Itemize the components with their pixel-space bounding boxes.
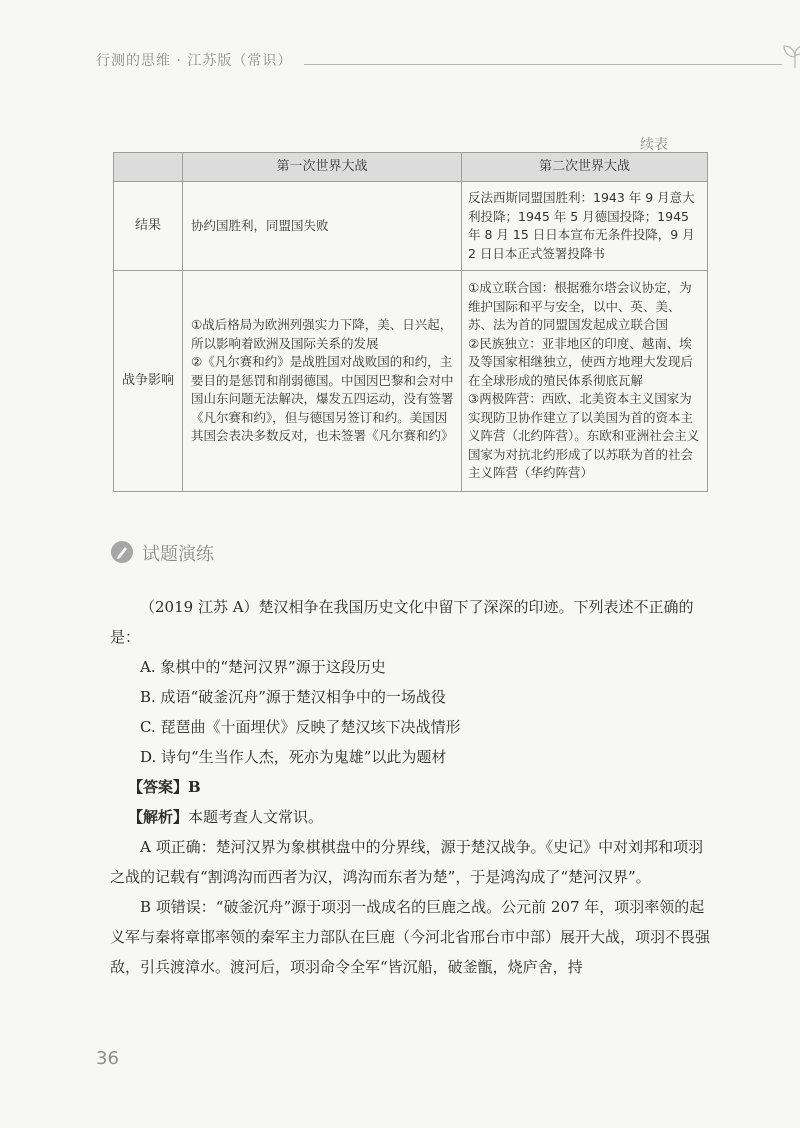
option-c: C. 琵琶曲《十面埋伏》反映了楚汉垓下决战情形 bbox=[140, 718, 461, 736]
row-label: 战争影响 bbox=[114, 271, 183, 492]
row-label: 结果 bbox=[114, 182, 183, 271]
war-comparison-table bbox=[113, 152, 708, 492]
table-header-cell bbox=[114, 153, 183, 182]
analysis-paragraph-b: B 项错误：“破釜沉舟”源于项羽一战成名的巨鹿之战。公元前 207 年，项羽率领的起义军与秦将章邯率领的秦军主力部队在巨鹿（今河北省邢台市中部）展开大战，项羽不畏强敌，引兵渡漳水。渡河后，项羽命令全军“皆沉船，破釜甑，烧庐舍，持 bbox=[110, 898, 711, 976]
pencil-circle-icon bbox=[110, 540, 134, 564]
question-stem: （2019 江苏 A）楚汉相争在我国历史文化中留下了深深的印迹。下列表述不正确的是： bbox=[110, 598, 694, 646]
sprout-icon bbox=[780, 42, 800, 70]
ww1-cell: 协约国胜利，同盟国失败 bbox=[183, 182, 462, 271]
answer-label: 【答案】 bbox=[128, 778, 189, 796]
table-row bbox=[114, 271, 708, 492]
ww2-cell: ①成立联合国：根据雅尔塔会议协定，为维护国际和平与安全，以中、英、美、苏、法为首的同盟国发起成立联合国 ②民族独立：亚非地区的印度、越南、埃及等国家相继独立，使西方地理大发现后在全球形成的殖民体系彻底瓦解 ③两极阵营：西欧、北美资本主义国家为实现防卫协作建立了以美国为首的资本主义阵营（北约阵营）。东欧和亚洲社会主义国家为对抗北约形成了以苏联为首的社会主义阵营（华约阵营） bbox=[462, 271, 708, 492]
page-header bbox=[96, 42, 736, 72]
answer-line bbox=[110, 772, 710, 802]
option-b: B. 成语“破釜沉舟”源于楚汉相争中的一场战役 bbox=[140, 688, 446, 706]
header-title: 行测的思维 · 江苏版（常识） bbox=[96, 53, 293, 69]
continued-label: 续表 bbox=[640, 137, 668, 153]
page-number: 36 bbox=[96, 1048, 119, 1069]
answer-value: B bbox=[188, 778, 201, 796]
ww1-cell: ①战后格局为欧洲列强实力下降，美、日兴起，所以影响着欧洲及国际关系的发展 ②《凡尔赛和约》是战胜国对战败国的和约，主要目的是惩罚和削弱德国。中国因巴黎和会对中国山东问题无法解决，爆发五四运动，没有签署《凡尔赛和约》，但与德国另签订和约。美国因其国会表决多数反对，也未签署《凡尔赛和约》 bbox=[183, 271, 462, 492]
table-header-cell: 第二次世界大战 bbox=[462, 153, 708, 182]
analysis-label: 【解析】 bbox=[128, 808, 189, 826]
table-header-cell: 第一次世界大战 bbox=[183, 153, 462, 182]
question-block bbox=[110, 592, 710, 982]
option-a: A. 象棋中的“楚河汉界”源于这段历史 bbox=[140, 658, 386, 676]
analysis-paragraph-a: A 项正确：楚河汉界为象棋棋盘中的分界线，源于楚汉战争。《史记》中对刘邦和项羽之战的记载有“割鸿沟而西者为汉，鸿沟而东者为楚”，于是鸿沟成了“楚河汉界”。 bbox=[110, 838, 704, 886]
section-title: 试题演练 bbox=[142, 544, 214, 565]
table-row bbox=[114, 182, 708, 271]
analysis-line bbox=[110, 802, 710, 832]
ww2-cell: 反法西斯同盟国胜利：1943 年 9 月意大利投降；1945 年 5 月德国投降；1945 年 8 月 15 日日本宣布无条件投降，9 月 2 日日本正式签署投降书 bbox=[462, 182, 708, 271]
table-header-row bbox=[114, 153, 708, 182]
option-d: D. 诗句“生当作人杰，死亦为鬼雄”以此为题材 bbox=[140, 748, 447, 766]
header-rule bbox=[304, 64, 782, 65]
analysis-text: 本题考查人文常识。 bbox=[188, 808, 324, 826]
